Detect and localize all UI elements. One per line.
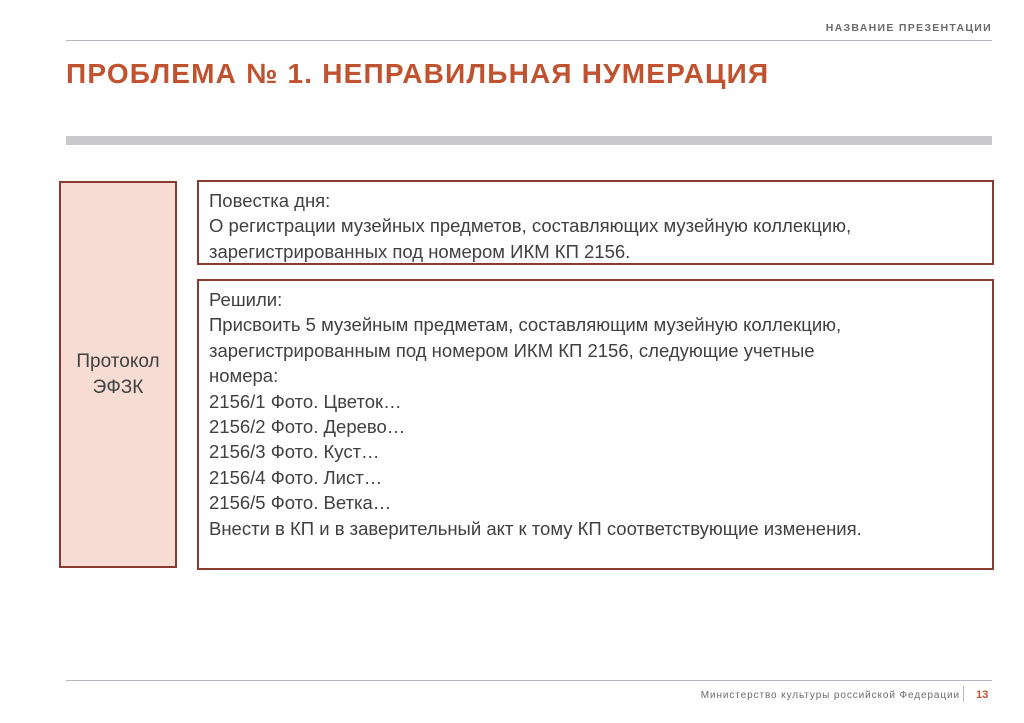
protocol-box [59,181,177,568]
decision-item: 2156/3 Фото. Куст… [209,441,380,463]
decision-heading: Решили: [209,289,283,310]
agenda-box [197,180,994,265]
protocol-label [76,349,159,401]
page-number: 13 [976,689,989,701]
protocol-label-line: ЭФЗК [92,376,144,398]
presentation-name: НАЗВАНИЕ ПРЕЗЕНТАЦИИ [825,22,992,34]
footer-separator [963,686,964,702]
footer-organization: Министерство культуры российской Федерации [700,690,960,701]
agenda-text-line: О регистрации музейных предметов, составляющих музейную коллекцию, [209,215,852,237]
top-divider [66,40,992,41]
decision-text-line: Внести в КП и в заверительный акт к тому КП соответствующие изменения. [209,517,862,539]
decision-text-line: Присвоить 5 музейным предметам, составляющим музейную коллекцию, [209,314,842,336]
decision-item: 2156/2 Фото. Дерево… [209,416,406,438]
title-underline-bar [66,136,992,145]
protocol-label-line: Протокол [76,350,160,372]
agenda-text-line: зарегистрированных под номером ИКМ КП 2156. [209,240,631,262]
slide-title: ПРОБЛЕМА № 1. НЕПРАВИЛЬНАЯ НУМЕРАЦИЯ [66,58,770,89]
decision-box [197,279,994,570]
agenda-heading: Повестка дня: [209,190,331,211]
decision-item: 2156/1 Фото. Цветок… [209,390,402,412]
decision-text-line: номера: [209,365,279,387]
decision-text-line: зарегистрированным под номером ИКМ КП 2156, следующие учетные [209,339,815,361]
bottom-divider [66,680,992,681]
decision-item: 2156/4 Фото. Лист… [209,466,383,488]
decision-item: 2156/5 Фото. Ветка… [209,492,392,514]
